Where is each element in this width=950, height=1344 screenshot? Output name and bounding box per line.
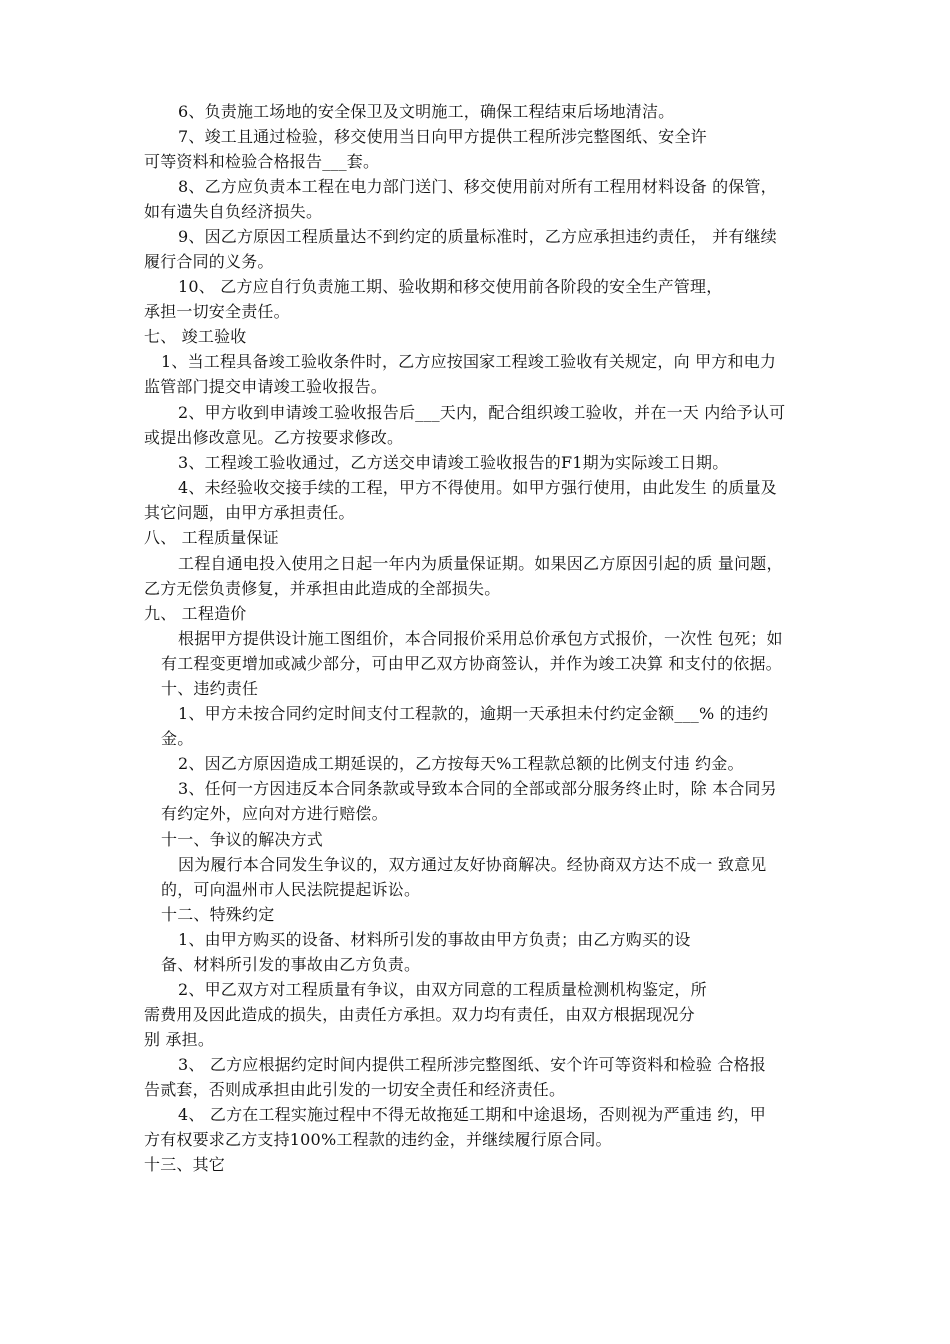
text-line: 8、乙方应负责本工程在电力部门送门、移交使用前对所有工程用材料设备 的保管， <box>178 177 777 196</box>
text-line: 3、任何一方因违反本合同条款或导致本合同的全部或部分服务终止时，除 本合同另 <box>178 779 777 798</box>
text-line: 有约定外，应向对方进行赔偿。 <box>161 804 388 823</box>
text-line: 2、因乙方原因造成工期延误的，乙方按每天%工程款总额的比例支付违 约金。 <box>178 754 744 773</box>
text-line: 4、未经验收交接手续的工程，甲方不得使用。如甲方强行使用，由此发生 的质量及 <box>178 478 777 497</box>
text-line: 其它问题，由甲方承担责任。 <box>144 503 355 522</box>
text-line: 1、甲方未按合同约定时间支付工程款的，逾期一天承担未付约定金额___% 的违约 <box>178 704 769 723</box>
text-line: 10、 乙方应自行负责施工期、验收期和移交使用前各阶段的安全生产管理， <box>178 277 723 296</box>
text-line: 4、 乙方在工程实施过程中不得无故拖延工期和中途退场，否则视为严重违 约，甲 <box>178 1105 766 1124</box>
text-line: 金。 <box>161 729 194 748</box>
section-heading: 十二、特殊约定 <box>161 905 275 924</box>
section-heading: 七、 竣工验收 <box>144 327 247 346</box>
section-heading: 八、 工程质量保证 <box>144 528 279 547</box>
text-line: 有工程变更增加或减少部分，可由甲乙双方协商签认，并作为竣工决算 和支付的依据。 <box>161 654 782 673</box>
text-line: 1、当工程具备竣工验收条件时，乙方应按国家工程竣工验收有关规定，向 甲方和电力 <box>161 352 777 371</box>
text-line: 可等资料和检验合格报告___套。 <box>144 152 380 171</box>
text-line: 需费用及因此造成的损失，由责任方承担。双力均有责任，由双方根据现况分 <box>144 1005 695 1024</box>
text-line: 如有遗失自负经济损失。 <box>144 202 323 221</box>
text-line: 工程自通电投入使用之日起一年内为质量保证期。如果因乙方原因引起的质 量问题， <box>178 554 783 573</box>
text-line: 1、由甲方购买的设备、材料所引发的事故由甲方负责；由乙方购买的设 <box>178 930 691 949</box>
text-line: 的，可向温州市人民法院提起诉讼。 <box>161 880 421 899</box>
text-line: 7、竣工且通过检验，移交使用当日向甲方提供工程所涉完整图纸、安全许 <box>178 127 707 146</box>
section-heading: 十、违约责任 <box>161 679 259 698</box>
text-line: 根据甲方提供设计施工图组价，本合同报价采用总价承包方式报价，一次性 包死；如 <box>178 629 783 648</box>
text-line: 或提出修改意见。乙方按要求修改。 <box>144 428 404 447</box>
text-line: 因为履行本合同发生争议的，双方通过友好协商解决。经协商双方达不成一 致意见 <box>178 855 767 874</box>
text-line: 3、工程竣工验收通过，乙方送交申请竣工验收报告的F1期为实际竣工日期。 <box>178 453 729 472</box>
text-line: 备、材料所引发的事故由乙方负责。 <box>161 955 421 974</box>
text-line: 2、甲方收到申请竣工验收报告后___天内，配合组织竣工验收，并在一天 内给予认可 <box>178 403 786 422</box>
text-line: 别 承担。 <box>144 1030 215 1049</box>
text-line: 履行合同的义务。 <box>144 252 274 271</box>
text-line: 监管部门提交申请竣工验收报告。 <box>144 377 388 396</box>
section-heading: 十三、其它 <box>144 1155 226 1174</box>
text-line: 告贰套，否则成承担由此引发的一切安全责任和经济责任。 <box>144 1080 566 1099</box>
text-line: 承担一切安全责任。 <box>144 302 290 321</box>
text-line: 9、因乙方原因工程质量达不到约定的质量标准时，乙方应承担违约责任， 并有继续 <box>178 227 777 246</box>
section-heading: 九、 工程造价 <box>144 604 247 623</box>
text-line: 2、甲乙双方对工程质量有争议，由双方同意的工程质量检测机构鉴定，所 <box>178 980 707 999</box>
text-line: 乙方无偿负责修复，并承担由此造成的全部损失。 <box>144 579 501 598</box>
text-line: 方有权要求乙方支持100%工程款的违约金，并继续履行原合同。 <box>144 1130 612 1149</box>
section-heading: 十一、争议的解决方式 <box>161 830 324 849</box>
text-line: 6、负责施工场地的安全保卫及文明施工，确保工程结束后场地清洁。 <box>178 102 675 121</box>
text-line: 3、 乙方应根据约定时间内提供工程所涉完整图纸、安个许可等资料和检验 合格报 <box>178 1055 766 1074</box>
